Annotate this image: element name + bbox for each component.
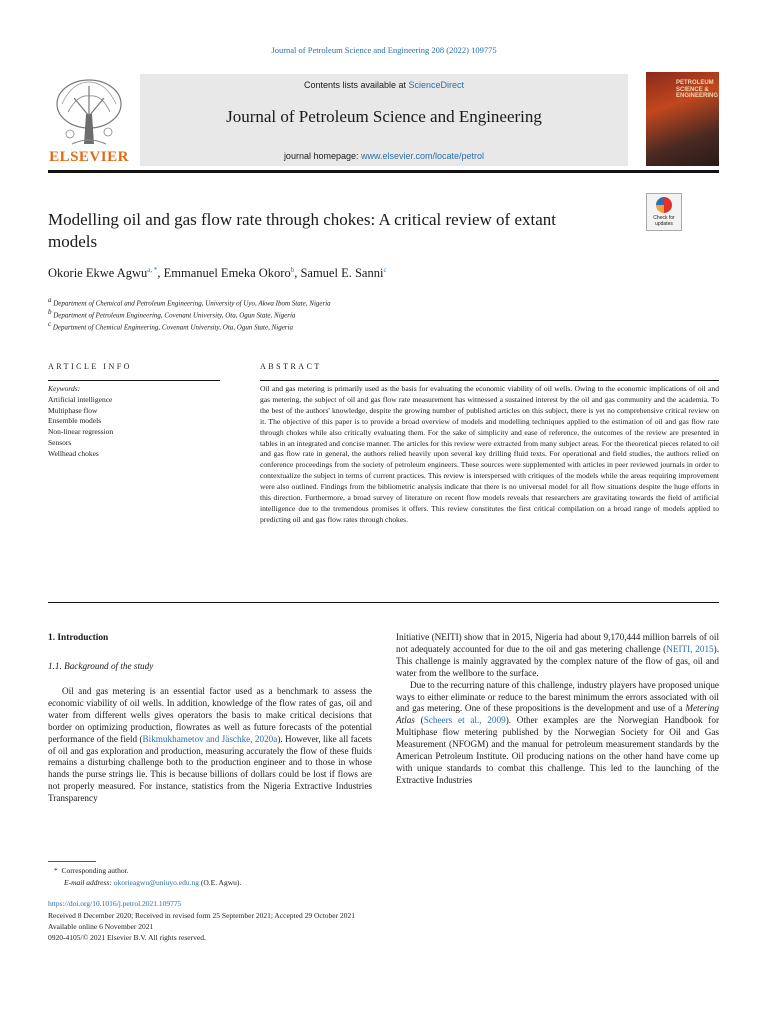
citation-link[interactable]: NEITI, 2015 [666, 643, 714, 654]
homepage-line [140, 151, 628, 161]
sciencedirect-link[interactable]: ScienceDirect [408, 80, 465, 90]
abstract-heading: ABSTRACT [260, 362, 322, 371]
journal-header [140, 74, 628, 166]
affiliation-c: c Department of Chemical Engineering, Covenant University, Ota, Ogun State, Nigeria [48, 320, 293, 332]
author-affiliation-link[interactable]: c [383, 266, 387, 274]
abstract-rule [260, 380, 719, 381]
section-heading: 1. Introduction [48, 633, 109, 643]
journal-cover[interactable] [646, 72, 719, 166]
crossmark-icon [656, 197, 672, 213]
citation-link[interactable]: Bikmukhametov and Jäschke, 2020a [142, 733, 278, 744]
subsection-heading: 1.1. Background of the study [48, 661, 154, 671]
keyword-item: Sensors [48, 437, 72, 447]
keyword-item: Non-linear regression [48, 427, 114, 437]
homepage-prefix: journal homepage: [283, 151, 361, 161]
author-name: Okorie Ekwe Agwu [48, 266, 148, 281]
citation-link[interactable]: Scheers et al., 2009 [423, 715, 506, 726]
abstract-text: Oil and gas metering is primarily used as the basis for evaluating the economic viability of oil wells. Owing to the economic implications of oil and gas metering, the subject of oil and gas flow rate measurement has witnessed a sustained interest by the oil and gas community and the academia. To the best of the authors' knowledge, despite the growing number of published articles on this subject, there is yet no comprehensive critical review on it. The objective of this paper is to provide a broad overview of models and modelling techniques applied to the estimation of oil and gas flow rate through chokes while also critically evaluating them. For the sake of simplicity and ease of reference, the outcomes of the review are presented in tables in an integrated and concise manner. The articles for this review were extracted from many subject areas. For the theoretical pieces related to oil and gas flow rate in general, the authors relied heavily upon several key drilling fluid texts. For operational and field studies, the authors relied on conference proceedings from the society of petroleum engineers. These sources were supplemented with articles in peer reviewed journals in order to contextualize the subject in terms of current practices. This review is interspersed with critiques of the models while the areas requiring improvement were also outlined. Findings from the bibliometric analysis indicate that there is no universal model for all flow situations despite the huge efforts in this direction. Furthermore, a broad survey of literature on recent flow models reveals that researchers are gravitating towards the field of artificial intelligence due to the tremendous promises it offers. This review constitutes the first critical compilation on a broad range of models applied to predicting oil and gas flow rates through chokes. [260, 384, 719, 524]
elsevier-wordmark: ELSEVIER [49, 149, 129, 165]
received-dates: Received 8 December 2020; Received in revised form 25 September 2021; Accepted 29 October 2021 [48, 911, 355, 920]
left-column-text: Oil and gas metering is an essential factor used as a benchmark to assess the economic viability of oil wells. In addition, knowledge of the flow rates of gas, oil and water from different wells gives operators the basis to make critical decisions that border on optimizing production, flowrates as well as future forecasts of the potential performance of the field (Bikmukhametov and Jäschke, 2020a). However, like all facets of oil and gas exploration and production, measuring accurately the flow of these fluids remains a disturbing challenge both to the production engineer and to those in whose hands the purse strings lie. This is because billions of dollars could be lost if flows are not properly measured. For instance, statistics from the Nigeria Extractive Industries Transparency [48, 686, 372, 804]
footnote-rule [48, 861, 96, 862]
keyword-item: Artificial intelligence [48, 394, 113, 404]
available-online: Available online 6 November 2021 [48, 922, 154, 931]
journal-reference[interactable]: Journal of Petroleum Science and Engineering 208 (2022) 109775 [271, 45, 497, 55]
email-link[interactable]: okorieagwu@uniuyo.edu.ng [113, 878, 199, 887]
author-name: Samuel E. Sanni [300, 266, 384, 281]
abstract-bottom-rule [48, 602, 719, 603]
right-column-text: Initiative (NEITI) show that in 2015, Nigeria had about 9,170,444 million barrels of oil not adequately accounted for due to the oil and gas metering challenge (NEITI, 2015). This challenge is mainly aggravated by the complex nature of the flow of gas, oil and water from the wellbore to the surface. Due to the recurring nature of this challenge, industry players have proposed unique ways to either eliminate or reduce to the barest minimum the errors associated with oil and gas metering. One of these propositions is the development and use of a Metering Atlas (Scheers et al., 2009). Other examples are the Norwegian Handbook for Multiphase flow metering published by the Norwegian Society for Oil and Gas Measurement (NFOGM) and the manual for petroleum measurement standards by the American Petroleum Institute. Oil producing nations on the other hand have come up with unique standards to combat this challenge. This led to the launching of the Extractive Industries [396, 632, 720, 785]
elsevier-tree-icon [48, 74, 130, 148]
homepage-link[interactable]: www.elsevier.com/locate/petrol [361, 151, 485, 161]
check-for-updates-button[interactable] [646, 193, 682, 231]
contents-line [140, 80, 628, 90]
check-updates-label: Check for updates [653, 215, 675, 227]
cover-title: PETROLEUM SCIENCE & ENGINEERING [676, 80, 719, 99]
keywords-list [48, 384, 220, 460]
email-note: E-mail address: okorieagwu@uniuyo.edu.ng (O.E. Agwu). [64, 878, 242, 887]
copyright: 0920-4105/© 2021 Elsevier B.V. All rights reserved. [48, 933, 206, 942]
header-rule [48, 170, 719, 173]
affiliation-a: a Department of Chemical and Petroleum Engineering, University of Uyo, Akwa Ibom State, Nigeria [48, 296, 331, 308]
keyword-item: Wellhead chokes [48, 448, 99, 458]
journal-title: Journal of Petroleum Science and Engineering [226, 107, 542, 126]
paper-title: Modelling oil and gas flow rate through chokes: A critical review of extant models [48, 210, 556, 251]
contents-prefix: Contents lists available at [303, 80, 409, 90]
affiliation-b: b Department of Petroleum Engineering, Covenant University, Ota, Ogun State, Nigeria [48, 308, 296, 320]
article-info-rule [48, 380, 220, 381]
keywords-label: Keywords: [48, 384, 81, 393]
article-info-heading: ARTICLE INFO [48, 362, 132, 371]
author-affiliation-link[interactable]: b [290, 266, 295, 274]
keyword-item: Multiphase flow [48, 405, 98, 415]
author-affiliation-link[interactable]: a, * [147, 266, 158, 274]
elsevier-logo [48, 74, 130, 166]
corresponding-author-note: * Corresponding author. [54, 866, 129, 875]
author-name: Emmanuel Emeka Okoro [163, 266, 291, 281]
keyword-item: Ensemble models [48, 416, 102, 426]
doi-link[interactable]: https://doi.org/10.1016/j.petrol.2021.109775 [48, 899, 182, 908]
author-list: Okorie Ekwe Agwu$^{a, *}$, Emmanuel Emeka Okoro$^b$, Samuel E. Sanni$^c$ [48, 266, 387, 281]
